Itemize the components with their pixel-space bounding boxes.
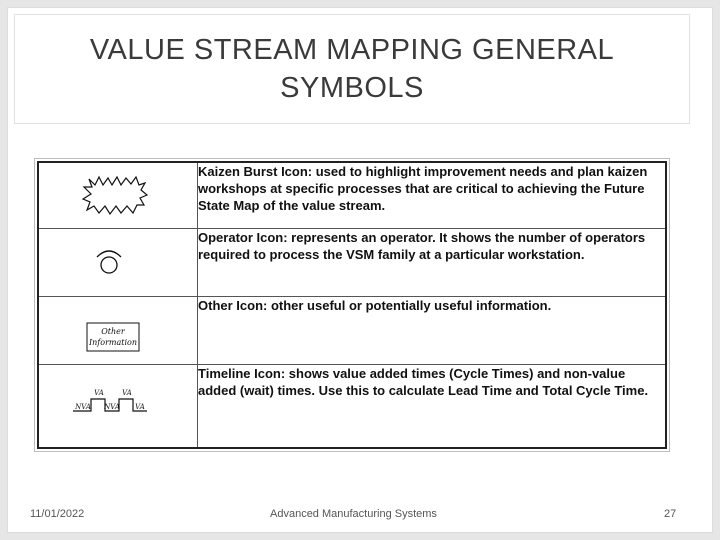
operator-description: Operator Icon: represents an operator. It shows the number of operators required to process the VSM family at a particular workstation. <box>198 228 667 296</box>
table-row <box>38 228 666 296</box>
slide-title: VALUE STREAM MAPPING GENERAL SYMBOLS <box>89 34 615 104</box>
timeline-label-nva2: NVA <box>104 402 120 411</box>
other-icon-label-2: Information <box>88 337 138 347</box>
timeline-description: Timeline Icon: shows value added times (Cycle Times) and non-value added (wait) times. Use this to calculate Lead Time and Total Cycle Time. <box>198 364 667 448</box>
table-row <box>38 296 666 364</box>
title-band <box>14 14 690 124</box>
operator-icon <box>39 229 197 297</box>
timeline-label-va3: VA <box>135 402 145 411</box>
footer-page-number: 27 <box>664 508 677 520</box>
footer-center-text: Advanced Manufacturing Systems <box>270 508 437 520</box>
table-row <box>38 364 666 448</box>
icon-cell <box>38 162 198 228</box>
other-description: Other Icon: other useful or potentially useful information. <box>198 296 667 364</box>
icon-cell <box>38 364 198 448</box>
timeline-label-nva1: NVA <box>75 402 91 411</box>
symbols-table-frame <box>34 158 670 452</box>
other-information-icon <box>39 297 197 365</box>
timeline-label-va2: VA <box>122 388 132 397</box>
icon-cell <box>38 228 198 296</box>
timeline-label-va1: VA <box>94 388 104 397</box>
table-row <box>38 162 666 228</box>
timeline-icon <box>39 365 197 449</box>
symbols-table <box>37 161 667 449</box>
kaizen-description: Kaizen Burst Icon: used to highlight improvement needs and plan kaizen workshops at specific processes that are critical to achieving the Future State Map of the value stream. <box>198 162 667 228</box>
other-icon-label-1: Other <box>101 326 125 336</box>
kaizen-burst-icon <box>39 163 197 229</box>
icon-cell <box>38 296 198 364</box>
footer-date: 11/01/2022 <box>30 508 85 520</box>
